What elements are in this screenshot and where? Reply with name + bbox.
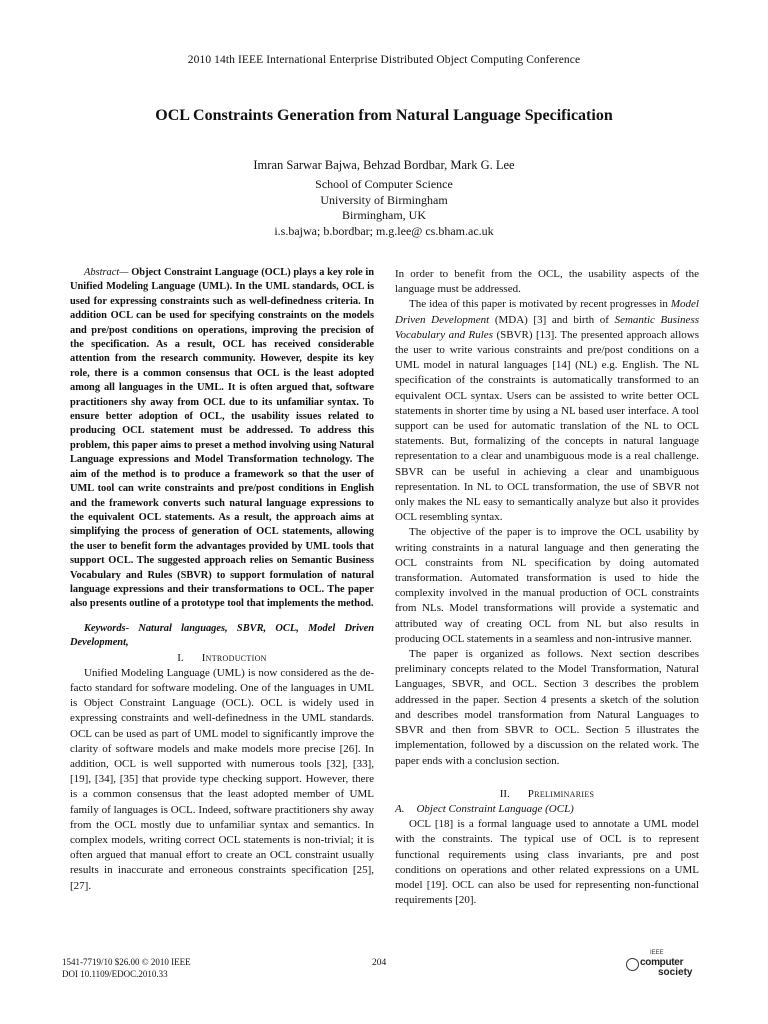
subsection-title: Object Constraint Language (OCL) <box>416 802 574 815</box>
intro-paragraph-4: The objective of the paper is to improve the OCL usability by writing constraints in a natural language and then generating the OCL constraints from NL specification by doing automated transformation. Automated transformation is used to hide the complexity involved in the manual production of OCL constraints from NLs. Model transformations will provide a systematic and attributed way of creating OCL from NL but also results in producing OCL statements in a seamless and non-intrusive manner. <box>395 526 699 645</box>
right-column <box>395 267 699 908</box>
keywords: Keywords- Natural languages, SBVR, OCL, Model Driven Development, <box>70 622 374 649</box>
section-heading-preliminaries <box>395 787 699 802</box>
text-run: (SBVR) [13]. The presented approach allows the user to write various constraints and pre/post conditions on a UML model in natural languages [14] (NL) e.g. English. The NL specification of the constraints is automatically transformed to an equivalent OCL syntax. Users can be assisted to write better OCL statements in shorter time by using a NL based user interface. A tool support can be used for automatic translation of the NL to OCL statements. But, formalizing of the concepts in natural language representation to a clear and unambiguous mode is a real challenge. SBVR can be useful in achieving a clear and unambiguous representation. In NL to OCL transformation, the use of SBVR not only makes the NL easy to semantically analyze but also it provides OCL resembling syntax. <box>395 328 700 524</box>
intro-paragraph-5: The paper is organized as follows. Next section describes preliminary concepts related to the Model Transformation, Natural Languages, SBVR, and OCL. Section 3 describes the problem addressed in the paper. Section 4 presents a sketch of the solution and describes model transformation from Natural Languages to SBVR and then from SBVR to OCL. Section 5 illustrates the implementation, followed by a discussion on the related work. The paper ends with a conclusion section. <box>395 648 699 767</box>
affiliation-location: Birmingham, UK <box>342 208 426 222</box>
affiliation <box>0 177 768 239</box>
authors: Imran Sarwar Bajwa, Behzad Bordbar, Mark G. Lee <box>253 158 515 172</box>
left-column <box>70 266 374 894</box>
abstract-text: Object Constraint Language (OCL) plays a key role in Unified Modeling Language (UML). In the UML standards, OCL is used for expressing constraints such as well-definedness criteria. In addition OCL can be used for specifying constraints on the models and pre/post conditions on operations, improving the precision of the specification. As a result, OCL has received considerable attention from the research community. However, despite its key role, there is a common consensus that OCL is the least adopted among all languages in the UML. It is often argued that, software practitioners shy away from OCL due to its unfamiliar syntax. To ensure better adoption of OCL, the usability issues related to producing OCL statement must be addressed. To address this problem, this paper aims to preset a method involving using Natural Language expressions and Model Transformation technology. The aim of the method is to produce a framework so that the user of UML tool can write constraints and pre/post conditions in English and the framework converts such natural language expressions to the equivalent OCL statements. As a result, the approach aims at simplifying the process of generation of OCL statements, allowing the user to benefit form the advantages provided by UML tools that support OCL. The suggested approach relies on Semantic Business Vocabulary and Rules (SBVR) to support formulation of natural language expressions and their transformations to OCL. The paper also presents outline of a prototype tool that implements the method. <box>70 267 374 610</box>
intro-paragraph-1: Unified Modeling Language (UML) is now considered as the de-facto standard for software modeling. One of the languages in UML is Object Constraint Language (OCL). OCL is widely used in expressing constraints and well-definedness in the UML standards. OCL can be used as part of UML model to significantly improve the clarity of software models and make models more precise [26]. In addition, OCL is well supported with numerous tools [32], [33], [19], [34], [35] that provide type checking support. However, there is a common consensus that the least adopted member of UML family of languages is OCL. Indeed, software practitioners shy away from the OCL mostly due to unfamiliar syntax and semantics. In complex models, writing correct OCL statements is non-trivial; it is often argued that manual effort to create an OCL constraint usually results in inaccurate and erroneous constraints specification [25], [27]. <box>70 666 374 892</box>
section-title: Preliminaries <box>527 787 595 800</box>
section-title: Introduction <box>201 651 267 664</box>
abstract <box>70 266 374 612</box>
intro-paragraph-3 <box>395 297 699 525</box>
conference-header: 2010 14th IEEE International Enterprise Distributed Object Computing Conference <box>187 54 581 66</box>
section-number: I. <box>177 651 184 664</box>
footer-copyright <box>62 956 191 980</box>
affiliation-school: School of Computer Science <box>315 177 453 191</box>
abstract-label: Abstract— <box>84 267 129 278</box>
ieee-computer-society-logo <box>626 950 706 978</box>
logo-icon <box>626 958 639 971</box>
section-number: II. <box>499 787 510 800</box>
affiliation-emails: i.s.bajwa; b.bordbar; m.g.lee@ cs.bham.ac.uk <box>274 223 494 238</box>
emphasis-sbvr: Semantic Business Vocabulary and Rules <box>395 313 700 341</box>
affiliation-university: University of Birmingham <box>320 192 448 207</box>
logo-ieee-text: IEEE <box>650 950 664 956</box>
logo-line-2: society <box>658 967 693 978</box>
text-run: The idea of this paper is motivated by recent progresses in <box>409 298 671 311</box>
page-number: 204 <box>372 958 387 968</box>
ocl-paragraph-1: OCL [18] is a formal language used to annotate a UML model with the constraints. The typical use of OCL is to represent functional requirements using class invariants, pre and post conditions on operations and other related expressions on a UML model [19]. OCL can also be used for representing non-functional requirements [20]. <box>395 818 699 907</box>
subsection-label: A. <box>395 802 405 815</box>
footer-issn: 1541-7719/10 $26.00 © 2010 IEEE <box>62 957 191 967</box>
intro-paragraph-2: In order to benefit from the OCL, the usability aspects of the language must be addressed. <box>395 268 699 296</box>
paper-title: OCL Constraints Generation from Natural Language Specification <box>155 107 613 124</box>
section-heading-introduction <box>70 651 374 666</box>
text-run: (MDA) [3] and birth of <box>489 313 615 326</box>
footer-doi: DOI 10.1109/EDOC.2010.33 <box>62 969 168 979</box>
emphasis-mdd: Model Driven Development <box>395 298 699 326</box>
subsection-heading-ocl <box>395 802 699 817</box>
logo-line-1: computer <box>640 957 684 968</box>
